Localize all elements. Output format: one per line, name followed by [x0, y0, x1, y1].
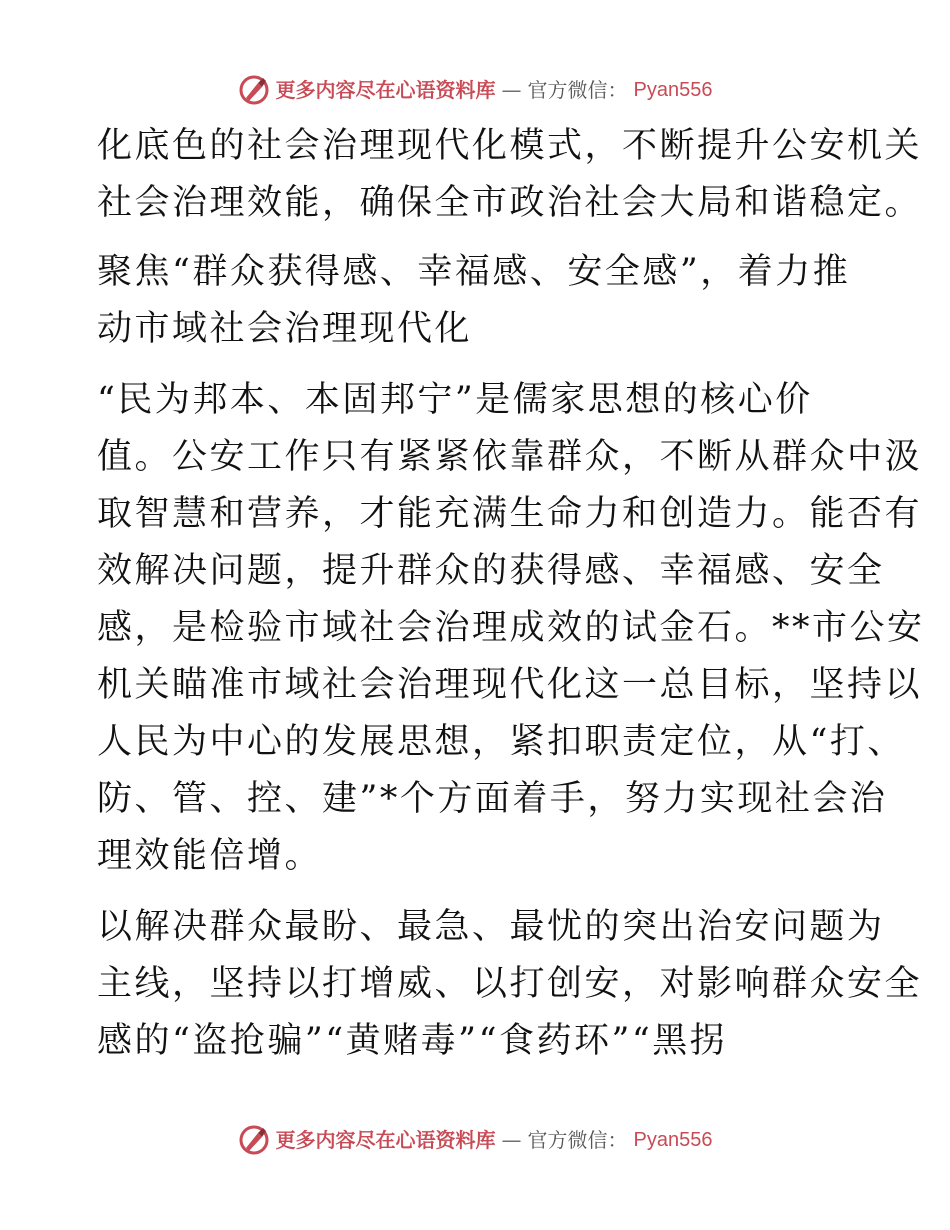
footer-banner — [0, 1120, 950, 1160]
footer-banner-content — [238, 1124, 713, 1156]
pen-nib-circle-icon — [238, 1124, 270, 1156]
paragraph-line: 防、管、控、建”*个方面着手，努力实现社会治 — [97, 779, 888, 819]
paragraph-line: 感，是检验市域社会治理成效的试金石。**市公安 — [97, 608, 925, 648]
paragraph-line: 以解决群众最盼、最急、最忧的突出治安问题为 — [97, 907, 885, 947]
footer-banner-wechat-label: 官方微信： — [527, 1128, 628, 1152]
paragraph-line: 社会治理效能，确保全市政治社会大局和谐稳定。 — [97, 183, 923, 223]
paragraph-line: 人民为中心的发展思想，紧扣职责定位，从“打、 — [97, 722, 905, 762]
paragraph-line: 化底色的社会治理现代化模式，不断提升公安机关 — [97, 126, 923, 166]
paragraph-line: 效解决问题，提升群众的获得感、幸福感、安全 — [97, 551, 885, 591]
paragraph-line: “民为邦本、本固邦宁”是儒家思想的核心价 — [97, 380, 813, 420]
footer-banner-title: 更多内容尽在心语资料库 — [275, 1128, 496, 1152]
paragraph-line: 感的“盗抢骗”“黄赌毒”“食药环”“黑拐 — [97, 1021, 728, 1061]
paragraph-1 — [97, 118, 923, 232]
heading-line: 动市域社会治理现代化 — [97, 309, 473, 349]
document-body — [97, 118, 925, 1082]
section-heading — [97, 244, 857, 358]
paragraph-line: 取智慧和营养，才能充满生命力和创造力。能否有 — [97, 494, 923, 534]
pen-nib-circle-icon — [238, 74, 270, 106]
header-banner-content — [238, 74, 713, 106]
header-banner — [0, 70, 950, 110]
paragraph-3 — [97, 372, 925, 885]
header-banner-title: 更多内容尽在心语资料库 — [275, 78, 496, 102]
header-banner-wechat-label: 官方微信： — [527, 78, 628, 102]
footer-banner-separator: — — [501, 1128, 522, 1152]
footer-banner-wechat-id: Pyan556 — [633, 1129, 713, 1151]
paragraph-line: 机关瞄准市域社会治理现代化这一总目标，坚持以 — [97, 665, 923, 705]
header-banner-wechat-id: Pyan556 — [633, 79, 713, 101]
paragraph-line: 理效能倍增。 — [97, 836, 323, 876]
header-banner-separator: — — [501, 78, 522, 102]
paragraph-4 — [97, 899, 923, 1070]
paragraph-line: 主线，坚持以打增威、以打创安，对影响群众安全 — [97, 964, 923, 1004]
paragraph-line: 值。公安工作只有紧紧依靠群众，不断从群众中汲 — [97, 437, 923, 477]
heading-line: 聚焦“群众获得感、幸福感、安全感”，着力推 — [97, 252, 851, 292]
